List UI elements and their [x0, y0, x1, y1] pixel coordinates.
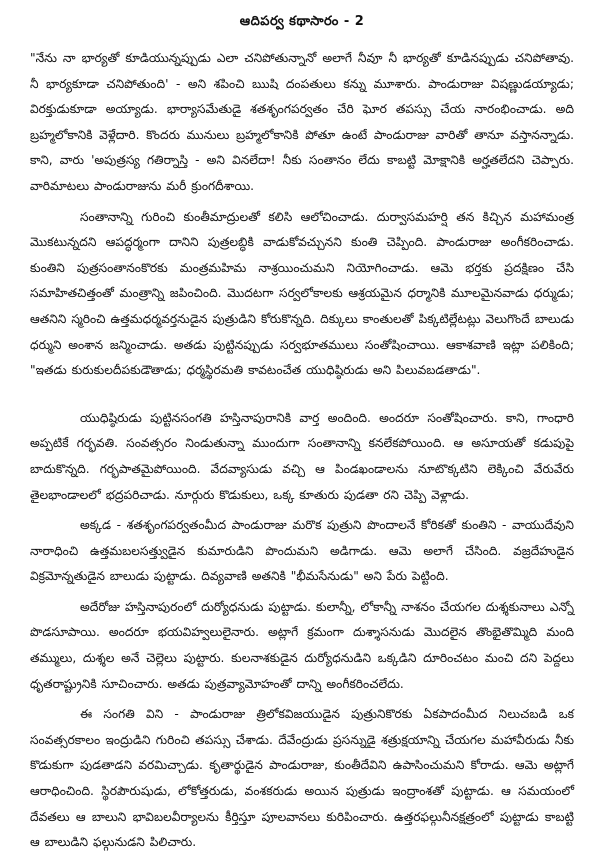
paragraph-5: అదేరోజు హస్తినాపురంలో దుర్యోధనుడు పుట్టాడు. కులాన్నీ, లోకాన్నీ నాశనం చేయగల దుశ్శకునాలు ఎన్నో పొడసూపాయి. అందరూ భయవిహ్వలులైనారు. అట్లాగే క్రమంగా దుశ్శాసనుడు మొదలైన తొంభైతొమ్మిది మంది తమ్ములు, దుశ్శల అనే చెల్లెలు పుట్టారు. కులనాశకుడైన దుర్యోధనుడిని ఒక్కడిని దూరించటం మంచి దని పెద్దలు ధృతరాష్ట్రునికి సూచించారు. అతడు పుత్రవ్యామోహంతో దాన్ని అంగీకరించలేదు. [30, 599, 574, 691]
paragraph-6: ఈ సంగతి విని - పాండురాజు త్రిలోకవిజయుడైన పుత్రునికొరకు ఏకపాదంమీద నిలుచబడి ఒక సంవత్సరకాలం ఇంద్రుడిని గురించి తపస్సు చేశాడు. దేవేంద్రుడు ప్రసన్నుడై శత్రుక్షయాన్ని చేయగల మహావీరుడు నీకు కొడుకుగా పుడతాడని వరమిచ్చాడు. కృతార్థుడైన పాండురాజు, కుంతీదేవిని ఉపాసించుమని కోరాడు. ఆమె అట్లాగే ఆరాధించింది. స్థిరపౌరుషుడు, లోకోత్తరుడు, వంశకరుడు అయిన పుత్రుడు ఇంద్రాంశతో పుట్టాడు. ఆ సమయంలో దేవతలు ఆ బాలుని భావిబలవీర్యాలను కీర్తిస్తూ పూలవానలు కురిపించారు. ఉత్తరఫల్గునీనక్షత్రంలో పుట్టాడు కాబట్టి ఆ బాలుడిని ఫల్గునుడని పిలిచారు. [30, 707, 574, 850]
paragraph-3: యుధిష్ఠిరుడు పుట్టినసంగతి హస్తినాపురానికి వార్త అందింది. అందరూ సంతోషించారు. కాని, గాంధారి అప్పటికే గర్భవతి. సంవత్సరం నిండుతున్నా ముందుగా సంతానాన్ని కనలేకపోయింది. ఆ అసూయతో కడుపుపై బాదుకొన్నది. గర్భపాతమైపోయింది. వేదవ్యాసుడు వచ్చి ఆ పిండఖండాలను నూటొక్కటిని లెక్కించి వేరువేరు తైలభాండాలలో భద్రపరిచాడు. నూర్గురు కొడుకులు, ఒక్క కూతురు పుడతా రని చెప్పి వెళ్లాడు. [30, 410, 574, 502]
paragraph-2: సంతానాన్ని గురించి కుంతీమాద్రులతో కలిసి ఆలోచించాడు. దుర్వాసమహర్షి తన కిచ్చిన మహామంత్ర మొకటున్నదని ఆపద్ధర్మంగా దానిని పుత్రలబ్ధికి వాడుకోవచ్చునని కుంతి చెప్పింది. పాండురాజు అంగీకరించాడు. కుంతిని పుత్రసంతానంకొరకు మంత్రమహిమ నాశ్రయించుమని నియోగించాడు. ఆమె భర్తకు ప్రదక్షిణం చేసి సమాహితచిత్తంతో మంత్రాన్ని జపించింది. మొదటగా సర్వలోకాలకు ఆశ్రయమైన ధర్మానికి మూలమైనవాడు ధర్ముడు; ఆతనిని స్మరించి ఉత్తమధర్మవర్తనుడైన పుత్రుడిని కోరుకొన్నది. దిక్కులు కాంతులతో పిక్కటిల్లేటట్లు వెలుగొందే బాలుడు ధర్ముని అంశాన జన్మించాడు. అతడు పుట్టినప్పుడు సర్వభూతములు సంతోషించాయి. ఆకాశవాణి ఇట్లా పలికింది; "ఇతడు కురుకులదీపకుడౌతాడు; ధర్మస్థిరమతి కావటంచేత యుధిష్ఠిరుడు అని పిలువబడతాడు". [30, 209, 574, 378]
paragraph-1: "నేను నా భార్యతో కూడియున్నప్పుడు ఎలా చనిపోతున్నానో అలాగే నీవూ నీ భార్యతో కూడినప్పుడు చనిపోతావు. నీ భార్యకూడా చనిపోతుంది' - అని శపించి ఋషి దంపతులు కన్ను మూశారు. పాండురాజు విషణ్ణుడయ్యాడు; విరక్తుడుకూడా అయ్యాడు. భార్యాసమేతుడై శతశృంగపర్వతం చేరి ఘోర తపస్సు చేయ నారంభించాడు. అది బ్రహ్మలోకానికి వెళ్లేదారి. కొందరు మునులు బ్రహ్మలోకానికి పోతూ ఉంటే పాండురాజు వారితో తానూ వస్తానన్నాడు. కాని, వారు 'అపుత్రస్య గతిర్నాస్తి - అని వినలేదా! నీకు సంతానం లేదు కాబట్టి మోక్షానికి అర్హతలేదని చెప్పారు. వారిమాటలు పాండురాజును మరీ క్రుంగదీశాయి. [30, 51, 574, 193]
page-title: ఆదిపర్వ కథాసారం - 2 [239, 14, 365, 29]
paragraph-4: అక్కడ - శతశృంగపర్వతంమీద పాండురాజు మరొక పుత్రుని పొందాలనే కోరికతో కుంతిని - వాయుదేవుని నారాధించి ఉత్తమబలసత్త్వుడైన కుమారుడిని పొందుమని అడిగాడు. ఆమె అలాగే చేసింది. వజ్రదేహుడైన విక్రమోన్నతుడైన బాలుడు పుట్టాడు. దివ్యవాణి అతనికి "భీమసేనుడు" అని పేరు పెట్టింది. [30, 518, 574, 584]
